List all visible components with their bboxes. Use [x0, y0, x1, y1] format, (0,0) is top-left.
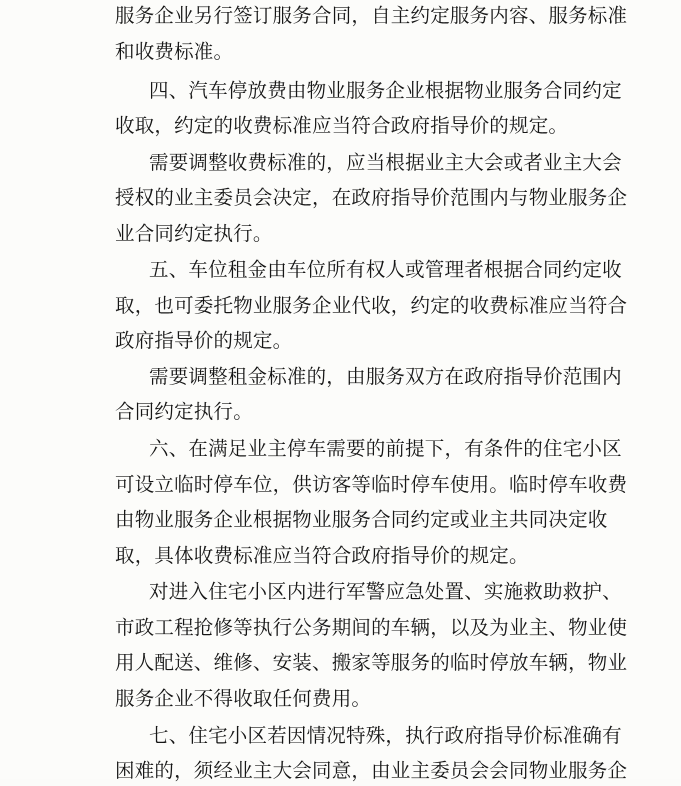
text-line: 用人配送、维修、安装、搬家等服务的临时停放车辆，物业 [115, 651, 628, 674]
text-line: 政府指导价的规定。 [115, 329, 293, 352]
text-line: 和收费标准。 [115, 40, 234, 63]
paragraph-start: 五、车位租金由车位所有权人或管理者根据合同约定收 [149, 258, 622, 281]
text-line: 业合同约定执行。 [115, 222, 273, 245]
paragraph-start: 需要调整租金标准的，由服务双方在政府指导价范围内 [149, 365, 622, 388]
text-line: 服务企业不得收取任何费用。 [115, 687, 372, 710]
text-line: 困难的，须经业主大会同意，由业主委员会会同物业服务企 [115, 759, 628, 782]
text-line: 由物业服务企业根据物业服务合同约定或业主共同决定收 [115, 508, 608, 531]
text-line: 取，也可委托物业服务企业代收，约定的收费标准应当符合 [115, 294, 628, 317]
paragraph-start: 需要调整收费标准的，应当根据业主大会或者业主大会 [149, 151, 622, 174]
text-line: 合同约定执行。 [115, 400, 253, 423]
text-line: 服务企业另行签订服务合同，自主约定服务内容、服务标准 [115, 4, 628, 27]
text-line: 取，具体收费标准应当符合政府指导价的规定。 [115, 544, 529, 567]
paragraph-start: 六、在满足业主停车需要的前提下，有条件的住宅小区 [149, 437, 622, 460]
paragraph-start: 四、汽车停放费由物业服务企业根据物业服务合同约定 [149, 79, 622, 102]
paragraph-start: 七、住宅小区若因情况特殊，执行政府指导价标准确有 [149, 724, 622, 747]
text-line: 收取，约定的收费标准应当符合政府指导价的规定。 [115, 114, 569, 137]
text-line: 可设立临时停车位，供访客等临时停车使用。临时停车收费 [115, 473, 628, 496]
text-line: 授权的业主委员会决定，在政府指导价范围内与物业服务企 [115, 186, 628, 209]
paragraph-start: 对进入住宅小区内进行军警应急处置、实施救助救护、 [149, 580, 622, 603]
text-line: 市政工程抢修等执行公务期间的车辆，以及为业主、物业使 [115, 616, 628, 639]
